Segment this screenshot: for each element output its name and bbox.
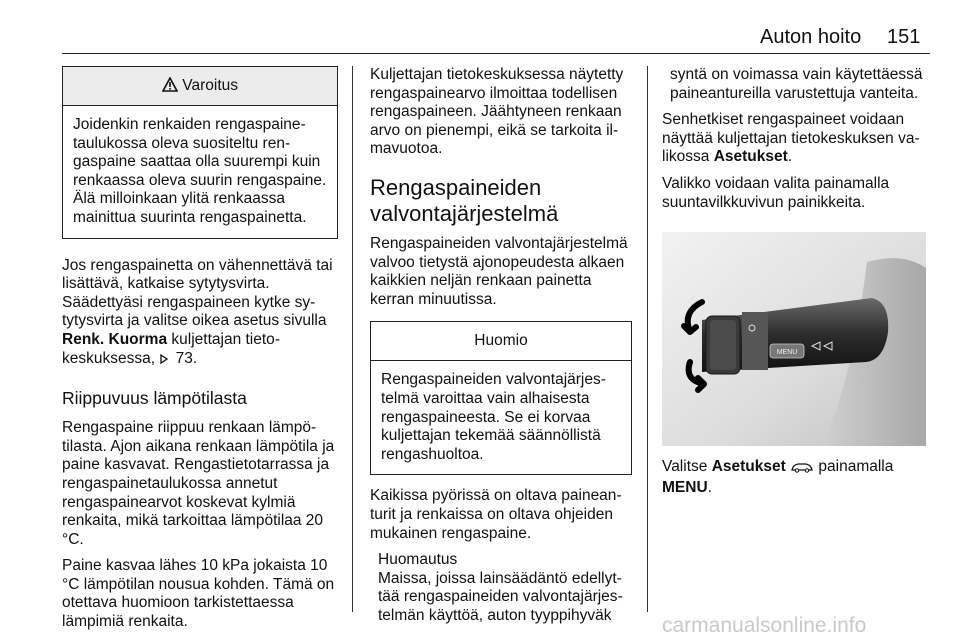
warning-title: Varoitus [182, 77, 239, 94]
paragraph-text: kuljettajan tietokeskuksessa, [62, 330, 280, 367]
page-number: 151 [887, 26, 921, 48]
paragraph-text: painamalla [814, 458, 894, 475]
paragraph-text: . [707, 478, 712, 496]
paragraph: Rengaspaineiden valvontajärjestelmä valvoo tietystä ajonopeudesta alkaen kaikkien neljän renkaan painetta kerran minuutissa. [370, 234, 628, 308]
header-rule [62, 53, 930, 54]
warning-text: Joidenkin renkaiden rengaspainetaulukossa oleva suositeltu rengaspaine saattaa olla suurempi kuin renkaassa oleva suurin rengaspaine. Älä milloinkaan ylitä renkaassa mainittua suurinta rengaspainetta. [73, 116, 327, 226]
paragraph: syntä on voimassa vain käytettäessä paineantureilla varustettuja vanteita. [670, 66, 923, 102]
column-3-bottom [662, 458, 930, 505]
section-heading: Riippuvuus lämpötilasta [62, 388, 247, 409]
paragraph-text: . [787, 148, 793, 166]
notice-box-header: Huomio [371, 322, 631, 361]
menu-button-label: MENU [776, 349, 798, 356]
column-3 [662, 66, 930, 220]
warning-box-header [63, 67, 337, 106]
paragraph [662, 111, 930, 167]
menu-setting-name: Asetukset [713, 148, 788, 166]
turn-signal-lever-photo [662, 232, 926, 446]
watermark: carmanualsonline.info [662, 614, 867, 637]
column-divider [647, 66, 648, 612]
paragraph: Kaikissa pyörissä on oltava paineanturit ja renkaissa on oltava ohjeiden mukainen rengaspaine. [370, 487, 622, 542]
notice-text: Rengaspaineiden valvontajärjestelmä varoittaa vain alhaisesta rengaspaineesta. Se ei korvaa kuljettajan tekemää säännöllistä rengashuoltoa. [381, 371, 606, 463]
page-header [0, 0, 960, 56]
paragraph: Kuljettajan tietokeskuksessa näytetty rengaspainearvo ilmoittaa todellisen rengaspaineen. Jäähtyneen renkaan arvo on pienempi, eikä se tarkoita ilmavuotoa. [370, 66, 624, 158]
paragraph: Valikko voidaan valita painamalla suuntavilkkuvivun painikkeita. [662, 174, 890, 211]
paragraph: Rengaspaine riippuu renkaan lämpötilasta. Ajon aikana renkaan lämpötila ja paine kasvavat. Rengastietotarrassa ja rengaspainetaulukossa annetut rengaspainearvot koskevat kylmiä renkaita, mikä tarkoittaa lämpötilaa 20 °C. [62, 419, 335, 548]
paragraph [662, 458, 930, 497]
notice-box [370, 321, 632, 475]
note-text: Maissa, joissa lainsäädäntö edellyttää rengaspaineiden valvontajärjestelmän käyttöä, auton tyyppihyväk [378, 569, 623, 624]
menu-setting-name: Renk. Kuorma [62, 330, 168, 348]
note-heading: Huomautus [378, 551, 458, 569]
menu-button-name: MENU [662, 478, 708, 496]
paragraph [62, 257, 338, 371]
column-divider [352, 66, 353, 612]
paragraph-text: Valitse [662, 458, 712, 475]
column-1 [62, 66, 338, 640]
menu-setting-name: Asetukset [711, 458, 786, 475]
paragraph-text: Senhetkiset rengaspaineet voidaan näyttää kuljettajan tietokeskuksen valikossa [662, 111, 920, 166]
reference-arrow-icon [159, 352, 171, 371]
paragraph-text: Jos rengaspainetta on vähennettävä tai lisättävä, katkaise sytytysvirta. Säädettyäsi rengaspaineen kytke sytytysvirta ja valitse oikea asetus sivulla [62, 256, 333, 330]
warning-box [62, 66, 338, 239]
section-heading: Rengaspaineiden valvontajärjestelmä [370, 174, 559, 226]
car-settings-icon [790, 460, 814, 479]
paragraph: Paine kasvaa lähes 10 kPa jokaista 10 °C lämpötilan nousua kohden. Tämä on otettava huomioon tarkistettaessa lämpimiä renkaita. [62, 557, 335, 631]
page-reference[interactable]: 73. [171, 349, 198, 367]
section-title: Auton hoito [760, 26, 862, 48]
warning-triangle-icon [162, 69, 178, 107]
column-2 [370, 66, 632, 625]
